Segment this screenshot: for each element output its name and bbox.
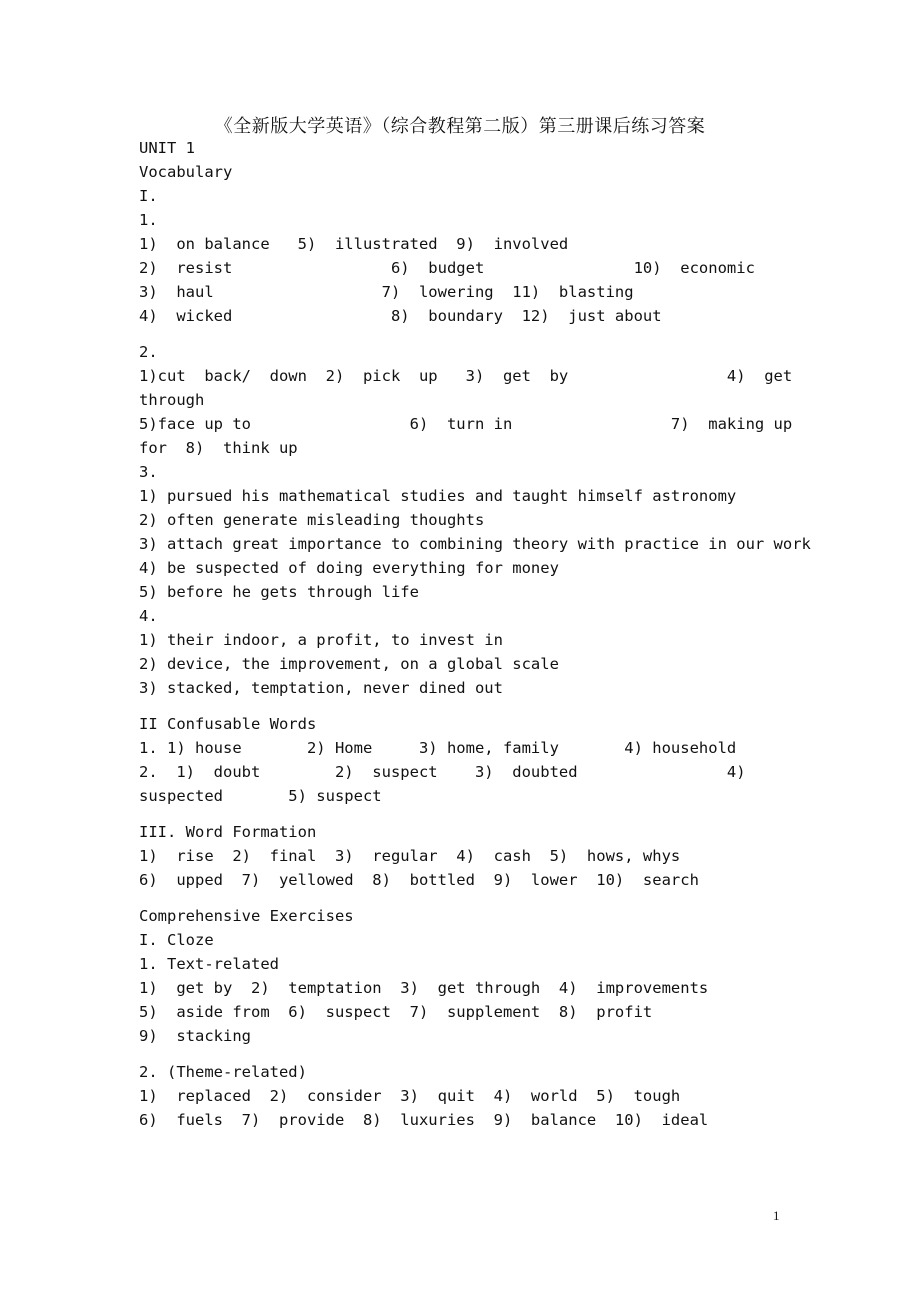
answer-line: 6) fuels 7) provide 8) luxuries 9) balance 10) ideal [139, 1111, 709, 1129]
exercise-label: 1. [139, 211, 158, 229]
answer-line: 4) wicked 8) boundary 12) just about [139, 307, 662, 325]
answer-line: 1. 1) house 2) Home 3) home, family 4) household [139, 739, 737, 757]
answer-line: 2. 1) doubt 2) suspect 3) doubted 4) [139, 763, 746, 781]
answer-line: 2) device, the improvement, on a global scale [139, 655, 559, 673]
section-heading: II Confusable Words [139, 715, 317, 733]
answer-line: 1) rise 2) final 3) regular 4) cash 5) hows, whys [139, 847, 681, 865]
section-heading: III. Word Formation [139, 823, 317, 841]
answer-line: 2) often generate misleading thoughts [139, 511, 485, 529]
exercise-label: 3. [139, 463, 158, 481]
section-label: I. [139, 187, 158, 205]
exercise-label: 4. [139, 607, 158, 625]
vocabulary-heading: Vocabulary [139, 163, 233, 181]
document-title: 《全新版大学英语》（综合教程第二版）第三册课后练习答案 [214, 116, 706, 137]
page-number: 1 [773, 1208, 780, 1223]
answer-line: 1) their indoor, a profit, to invest in [139, 631, 503, 649]
answer-line: 3) stacked, temptation, never dined out [139, 679, 503, 697]
answer-line: 3) attach great importance to combining theory with practice in our work [139, 535, 811, 553]
section-heading: Comprehensive Exercises [139, 907, 354, 925]
section-heading: I. Cloze [139, 931, 214, 949]
answer-line: 3) haul 7) lowering 11) blasting [139, 283, 634, 301]
answer-line: 5)face up to 6) turn in 7) making up [139, 415, 793, 433]
answer-line: 9) stacking [139, 1027, 251, 1045]
answer-line: 1) on balance 5) illustrated 9) involved [139, 235, 569, 253]
unit-heading: UNIT 1 [139, 139, 195, 157]
answer-line: 1) replaced 2) consider 3) quit 4) world 5) tough [139, 1087, 681, 1105]
answer-line: 5) before he gets through life [139, 583, 419, 601]
exercise-label: 2. [139, 343, 158, 361]
answer-line: 2) resist 6) budget 10) economic [139, 259, 755, 277]
answer-line: through [139, 391, 205, 409]
answer-line: 1) get by 2) temptation 3) get through 4) improvements [139, 979, 709, 997]
answer-line: 1)cut back/ down 2) pick up 3) get by 4) get [139, 367, 793, 385]
answer-line: 5) aside from 6) suspect 7) supplement 8) profit [139, 1003, 653, 1021]
answer-line: for 8) think up [139, 439, 298, 457]
answer-line: 6) upped 7) yellowed 8) bottled 9) lower 10) search [139, 871, 699, 889]
answer-line: 4) be suspected of doing everything for money [139, 559, 559, 577]
subsection-heading: 2. (Theme-related) [139, 1063, 307, 1081]
subsection-heading: 1. Text-related [139, 955, 279, 973]
answer-line: suspected 5) suspect [139, 787, 382, 805]
answer-line: 1) pursued his mathematical studies and taught himself astronomy [139, 487, 737, 505]
